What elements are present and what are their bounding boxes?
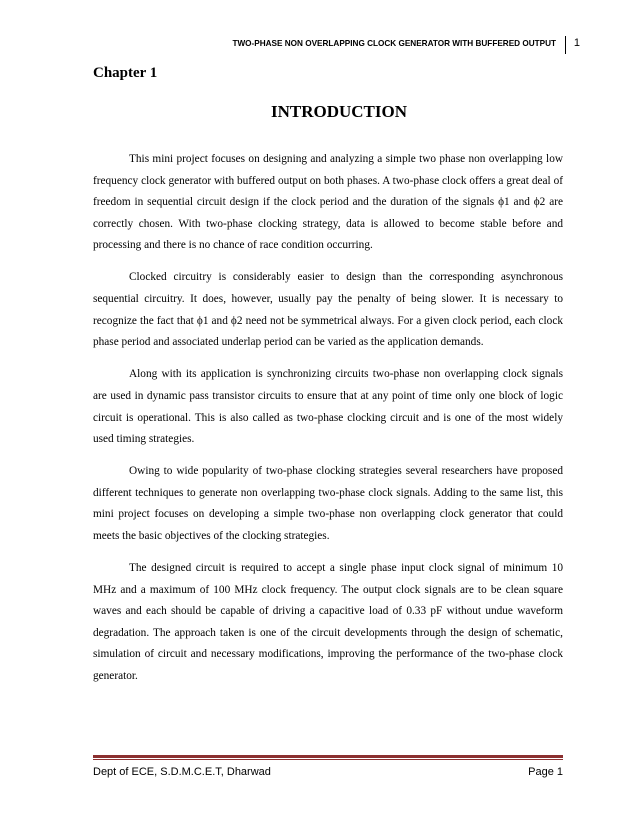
body-text xyxy=(93,149,563,698)
footer-department: Dept of ECE, S.D.M.C.E.T, Dharwad xyxy=(93,766,271,778)
header-separator xyxy=(565,36,566,54)
chapter-label: Chapter 1 xyxy=(93,65,158,81)
paragraph: Clocked circuitry is considerably easier to design than the corresponding asynchronous sequential circuitry. It does, however, usually pay the penalty of being slower. It is necessary to recognize the fact that ϕ1 and ϕ2 need not be symmetrical always. For a given clock period, each clock phase period and associated underlap period can be varied as the application demands. xyxy=(93,271,563,349)
footer-page-number: Page 1 xyxy=(528,766,563,778)
footer-rule xyxy=(93,755,563,758)
header-title: TWO-PHASE NON OVERLAPPING CLOCK GENERATOR WITH BUFFERED OUTPUT xyxy=(232,39,556,48)
paragraph: The designed circuit is required to accept a single phase input clock signal of minimum 10 MHz and a maximum of 100 MHz clock frequency. The output clock signals are to be clean square waves and each should be capable of driving a capacitive load of 0.33 pF without undue waveform degradation. The approach taken is one of the circuit developments through the design of schematic, simulation of circuit and necessary modifications, improving the performance of the two-phase clock generator. xyxy=(93,562,563,683)
running-header xyxy=(200,36,638,54)
footer-rule-thin xyxy=(93,759,563,760)
section-heading-text: INTRODUCTION xyxy=(270,102,408,121)
paragraph: Along with its application is synchronizing circuits two-phase non overlapping clock signals are used in dynamic pass transistor circuits to ensure that at any point of time only one block of logic circuit is operational. This is also called as two-phase clocking circuit and is one of the most widely used timing strategies. xyxy=(93,368,563,446)
paragraph: This mini project focuses on designing and analyzing a simple two phase non overlapping low frequency clock generator with buffered output on both phases. A two-phase clock offers a great deal of freedom in sequential circuit design if the clock period and the duration of the signals ϕ1 and ϕ2 are correctly chosen. With two-phase clocking strategy, data is allowed to become stable before and processing and there is no chance of race condition occurring. xyxy=(93,153,563,252)
paragraph: Owing to wide popularity of two-phase clocking strategies several researchers have proposed different techniques to generate non overlapping two-phase clock signals. Adding to the same list, this mini project focuses on developing a simple two-phase non overlapping clock generator that could meets the basic objectives of the clocking strategies. xyxy=(93,465,563,542)
section-heading xyxy=(0,102,638,122)
header-page-number: 1 xyxy=(573,37,580,49)
